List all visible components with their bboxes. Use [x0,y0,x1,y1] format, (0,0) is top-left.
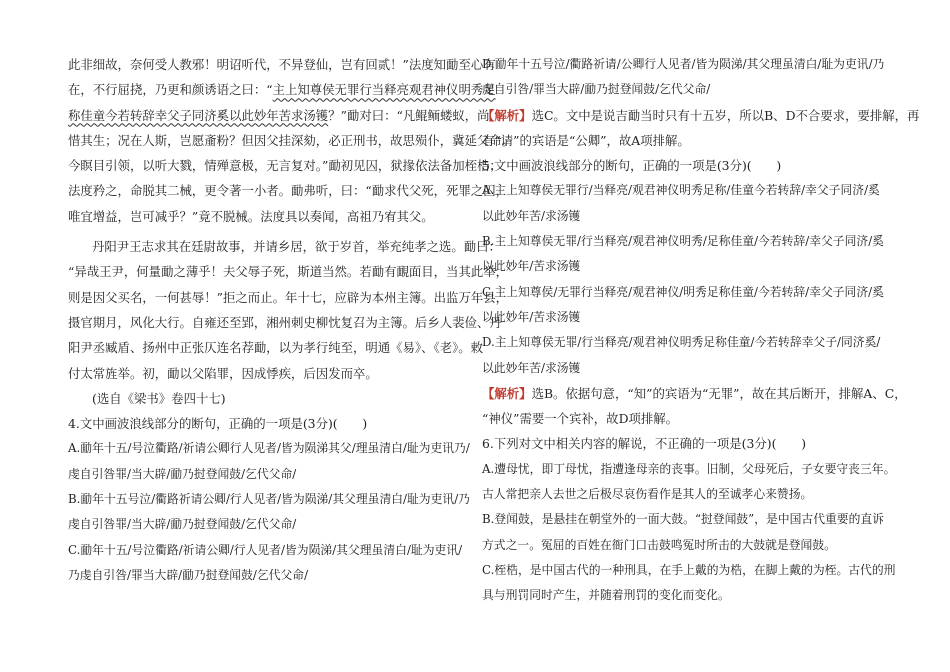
option-c: C.桎梏，是中国古代的一种刑具，在手上戴的为梏，在脚上戴的为桎。古代的刑 [482,562,896,577]
option-d-cont: 以此妙年苦/求汤镬 [482,360,581,375]
text-line: “异哉王尹，何量勔之薄乎！夫父辱子死，斯道当然。若勔有靦面目，当其此举， [68,264,509,280]
option-b-cont: 方式之一。冤屈的百姓在衙门口击鼓鸣冤时所击的大鼓就是登闻鼓。 [482,537,836,552]
option-a: A.勔年十五/号泣衢路/祈请公卿行人见者/皆为陨涕其父/理虽清白/耻为吏讯乃/ [68,441,470,456]
question-stem: 6.下列对文中相关内容的解说，不正确的一项是(3分)( ) [482,436,807,452]
text-line: 摄官期月，风化大行。自雍还至郢，湘州刺史柳忱复召为主簿。后乡人裴俭、丹 [68,314,502,330]
option-b: B.主上知尊侯无罪/行当释亮/观君神仪明秀/足称佳童/今若转辞/幸父子同济/奚 [482,234,884,249]
analysis-line: 【解析】选C。文中是说吉勔当时只有十五岁，所以B、D不合要求，要排解，再 [482,107,920,123]
option-a: A.遭母忧，即丁母忧，指遭逢母亲的丧事。旧制，父母死后，子女要守丧三年。 [482,461,896,476]
option-d: D.勔年十五号泣/衢路祈请/公卿行人见者/皆为陨涕/其父理虽清白/耻为吏讯/乃 [482,57,885,71]
analysis-line: 【解析】选B。依据句意，“知”的宾语为“无罪”，故在其后断开，排解A、C， [482,385,907,401]
option-a: A.主上知尊侯无罪行/当释亮/观君神仪明秀足称/佳童今若转辞/幸父子同济/奚 [482,183,880,198]
text-line: 法度矜之，命脱其二械，更令著一小者。勔弗听，曰：“勔求代父死，死罪之囚， [68,183,509,199]
text-line: 今瞑目引领，以听大戮，情殚意极，无言复对。”勔初见囚，狱掾依法备加桎梏； [68,158,502,174]
wavy-underlined-text: 主上知尊侯无罪行当释亮观君神仪明秀足 [272,82,496,98]
right-column [482,52,920,609]
option-a-cont: 虔自引咎罪/当大辟/勔乃挝登闻鼓/乞代父命/ [68,466,297,481]
question-5 [482,153,907,431]
analysis-line: 有“请”的宾语是“公卿”，故A项排解。 [482,132,690,148]
analysis-line: “神仪”需要一个宾补，故D项排解。 [482,411,679,427]
option-c-cont: 具与刑罚同时产生，并随着刑罚的变化而变化。 [482,588,730,603]
option-c-cont: 乃虔自引咎/罪当大辟/勔乃挝登闻鼓/乞代父命/ [68,567,309,582]
question-stem: 5.文中画波浪线部分的断句，正确的一项是(3分)( ) [482,158,782,174]
text-line: 在，不行屈挠，乃更和颜诱语之曰：“主上知尊侯无罪行当释亮观君神仪明秀足 [68,82,496,98]
option-b-cont: 虔自引咎罪/当大辟/勔乃挝登闻鼓/乞代父命/ [68,517,297,532]
option-d-cont: 虔自引咎/罪当大辟/勔乃挝登闻鼓/乞代父命/ [482,82,711,97]
text-line: 惜其生；况在人斯，岂愿齑粉？但因父挂深劾，必正刑书，故思殒仆，冀延父命。 [68,132,515,148]
passage-source: (选自《梁书》卷四十七) [92,390,226,406]
option-a-cont: 古人常把亲人去世之后极尽哀伤看作是其人的至诚孝心来赞扬。 [482,487,813,502]
text-line: 此非细故，奈何受人教邪！明诏听代，不异登仙，岂有回贰！”法度知勔至心有 [68,57,496,72]
question-6 [482,431,896,608]
option-c-cont: 以此妙年/苦求汤镬 [482,309,581,324]
text-line: 丹阳尹王志求其在廷尉故事，并请乡居，欲于岁首，举充纯孝之选。勔曰： [92,239,501,255]
analysis-tag: 【解析】 [482,385,532,401]
option-b: B.勔年十五号泣/衢路祈请公卿/行人见者/皆为陨涕/其父理虽清白/耻为吏讯/乃 [68,492,470,507]
option-b-cont: 以此妙年/苦求汤镬 [482,259,581,274]
wavy-underlined-text: 称佳童今若转辞幸父子同济奚以此妙年苦求汤镬 [68,107,329,123]
text-line: 阳尹丞臧盾、扬州中正张仄连名荐勔，以为孝行纯至，明通《易》、《老》。敕 [68,340,484,356]
text-line: 唯宜增益，岂可减乎？”竟不脱械。法度具以奏闻，高祖乃宥其父。 [68,208,434,224]
passage-paragraph-2 [68,234,509,386]
text-line: 称佳童今若转辞幸父子同济奚以此妙年苦求汤镬？”勔对曰：“凡鲲鲕蝼蚁，尚 [68,107,490,123]
text-line: 则是因父买名，一何甚辱！”拒之而止。年十七，应辟为本州主簿。出监万年县， [68,289,509,305]
question-4 [68,411,468,588]
option-a-cont: 以此妙年苦/求汤镬 [482,208,581,223]
option-c: C.勔年十五/号泣衢路/祈请公卿/行人见者/皆为陨涕/其父理虽清白/耻为吏讯/ [68,542,463,557]
option-d: D.主上知尊侯无罪/行当释亮/观君神仪明秀足称佳童/今若转辞幸父子/同济奚/ [482,335,881,350]
option-b: B.登闻鼓，是悬挂在朝堂外的一面大鼓。“挝登闻鼓”，是中国古代重要的直诉 [482,512,884,527]
analysis-tag: 【解析】 [482,107,532,123]
option-c: C.主上知尊侯/无罪行当释亮/观君神仪/明秀足称佳童/今若转辞/幸父子同济/奚 [482,284,884,299]
text-line: 付太常旌举。初，勔以父陷罪，因成悸疾，后因发而卒。 [68,365,378,381]
question-stem: 4.文中画波浪线部分的断句，正确的一项是(3分)( ) [68,416,368,432]
